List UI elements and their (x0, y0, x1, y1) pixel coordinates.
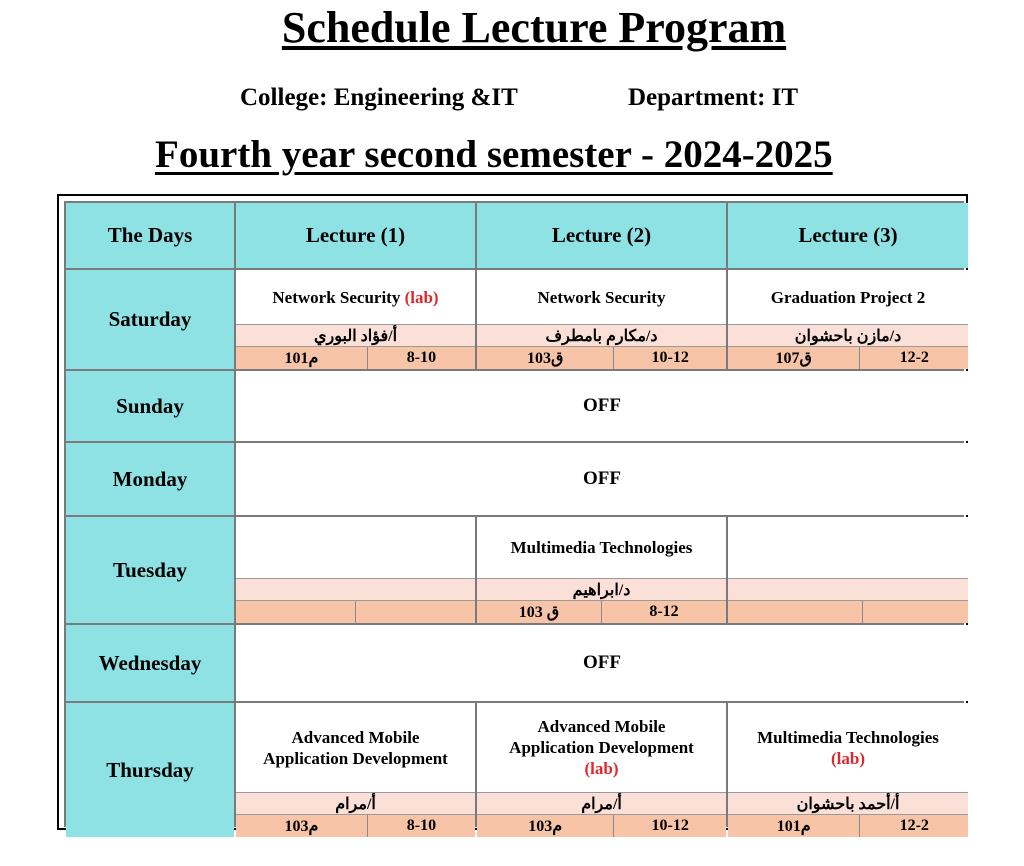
lecture-room-time (477, 346, 726, 369)
subject-line-1: Advanced Mobile (537, 717, 666, 736)
lecture-time: 12-2 (860, 347, 968, 369)
header-lecture-2: Lecture (2) (477, 203, 726, 268)
lecture-instructor: د/مازن باحشوان (728, 324, 968, 346)
lecture-instructor: د/ابراهيم (477, 578, 726, 600)
lecture-room-time (728, 346, 968, 369)
lab-tag: (lab) (584, 759, 619, 778)
thursday-lecture-3 (728, 703, 968, 837)
lecture-instructor: أ/مرام (477, 792, 726, 814)
lecture-room-empty (728, 601, 863, 623)
lecture-subject: Graduation Project 2 (770, 287, 926, 307)
lecture-time: 8-12 (602, 601, 726, 623)
lecture-room: م101 (236, 347, 368, 369)
saturday-lecture-2 (477, 270, 726, 369)
lecture-room: م103 (477, 815, 614, 837)
subject-name: Multimedia Technologies (757, 727, 939, 747)
lecture-room-empty (236, 601, 356, 623)
lecture-instructor-empty (236, 578, 475, 600)
lecture-room-time (236, 814, 475, 837)
lecture-instructor-empty (728, 578, 968, 600)
lecture-room: م103 (236, 815, 368, 837)
tuesday-lecture-1 (236, 517, 475, 623)
day-monday: Monday (66, 443, 234, 515)
semester-subtitle: Fourth year second semester - 2024-2025 (155, 133, 833, 176)
saturday-lecture-3 (728, 270, 968, 369)
lab-tag: (lab) (831, 748, 865, 768)
lecture-room: م101 (728, 815, 860, 837)
lecture-instructor: أ/فؤاد البوري (236, 324, 475, 346)
lecture-time: 10-12 (614, 815, 726, 837)
lecture-subject: Multimedia Technologies (510, 538, 693, 557)
lab-tag: (lab) (404, 287, 439, 307)
lecture-room: ق107 (728, 347, 860, 369)
lecture-time: 10-12 (614, 347, 726, 369)
subject-line-1: Advanced Mobile (291, 727, 420, 747)
sunday-off: OFF (236, 371, 968, 441)
header-lecture-3: Lecture (3) (728, 203, 968, 268)
tuesday-lecture-3 (728, 517, 968, 623)
college-label: College: Engineering &IT (240, 84, 518, 111)
day-saturday: Saturday (66, 270, 234, 369)
lecture-room-time (477, 600, 726, 623)
subject-name: Network Security (272, 287, 401, 307)
lecture-subject (728, 703, 968, 792)
lecture-time: 12-2 (860, 815, 968, 837)
lecture-subject-empty (236, 517, 475, 578)
day-wednesday: Wednesday (66, 625, 234, 701)
saturday-lecture-1 (236, 270, 475, 369)
lecture-time: 8-10 (368, 815, 475, 837)
lecture-time: 8-10 (368, 347, 475, 369)
lecture-time-empty (863, 601, 968, 623)
lecture-room-time (236, 346, 475, 369)
day-tuesday: Tuesday (66, 517, 234, 623)
tuesday-lecture-2 (477, 517, 726, 623)
lecture-subject: Network Security (537, 287, 666, 307)
lecture-subject (236, 703, 475, 792)
header-lecture-1: Lecture (1) (236, 203, 475, 268)
schedule-table (64, 201, 964, 835)
lecture-room-time (728, 814, 968, 837)
lecture-time-empty (356, 601, 475, 623)
lecture-instructor: د/مكارم بامطرف (477, 324, 726, 346)
monday-off: OFF (236, 443, 968, 515)
subject-line-2: Application Development (263, 748, 448, 768)
wednesday-off: OFF (236, 625, 968, 701)
thursday-lecture-2 (477, 703, 726, 837)
lecture-subject-empty (728, 517, 968, 578)
lecture-room-time (477, 814, 726, 837)
lecture-room: ق103 (477, 347, 614, 369)
thursday-lecture-1 (236, 703, 475, 837)
department-label: Department: IT (628, 84, 799, 111)
lecture-instructor: أ/أحمد باحشوان (728, 792, 968, 814)
day-thursday: Thursday (66, 703, 234, 837)
lecture-room: ق 103 (477, 601, 602, 623)
lecture-room-time-empty (728, 600, 968, 623)
header-days: The Days (66, 203, 234, 268)
page-title: Schedule Lecture Program (281, 3, 787, 52)
day-sunday: Sunday (66, 371, 234, 441)
lecture-subject (477, 703, 726, 792)
lecture-room-time-empty (236, 600, 475, 623)
lecture-instructor: أ/مرام (236, 792, 475, 814)
lecture-subject (236, 270, 475, 324)
subject-line-2: Application Development (509, 738, 694, 757)
